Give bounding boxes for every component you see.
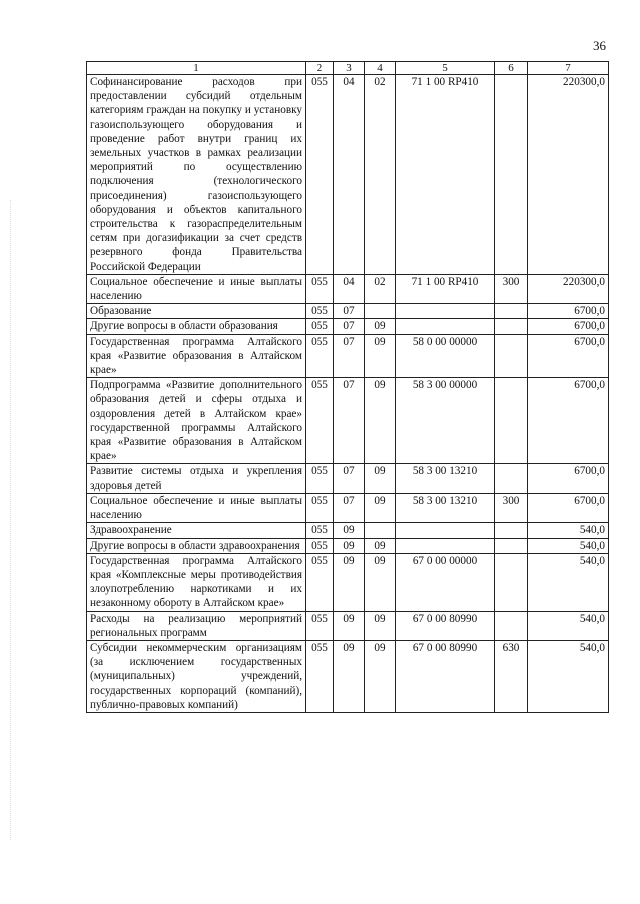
- row-expense-type: [495, 611, 528, 640]
- row-ministry-code: 055: [306, 553, 334, 611]
- row-target-code: [396, 304, 495, 319]
- row-ministry-code: 055: [306, 538, 334, 553]
- row-target-code: 58 3 00 13210: [396, 464, 495, 493]
- row-section-code: 04: [334, 75, 365, 275]
- table-row: [87, 274, 609, 303]
- table-row: [87, 378, 609, 464]
- row-subsection-code: 09: [365, 378, 396, 464]
- row-section-code: 07: [334, 319, 365, 334]
- row-subsection-code: 09: [365, 319, 396, 334]
- row-subsection-code: 09: [365, 493, 396, 522]
- row-subsection-code: 09: [365, 640, 396, 712]
- header-col-1: 1: [87, 62, 306, 75]
- row-section-code: 07: [334, 464, 365, 493]
- row-target-code: 67 0 00 80990: [396, 640, 495, 712]
- row-ministry-code: 055: [306, 304, 334, 319]
- row-target-code: 67 0 00 00000: [396, 553, 495, 611]
- row-section-code: 07: [334, 334, 365, 378]
- row-name: Подпрограмма «Развитие дополнительного образования детей и сферы отдыха и оздоровления детей в Алтайском крае» государственной программы Алтайского края «Развитие образования в Алтайском крае»: [87, 378, 306, 464]
- row-subsection-code: 02: [365, 75, 396, 275]
- table-row: [87, 493, 609, 522]
- row-subsection-code: [365, 523, 396, 538]
- table-row: [87, 611, 609, 640]
- row-expense-type: [495, 553, 528, 611]
- header-col-2: 2: [306, 62, 334, 75]
- row-expense-type: [495, 319, 528, 334]
- page-number: 36: [593, 38, 606, 53]
- row-subsection-code: 09: [365, 334, 396, 378]
- row-amount: 6700,0: [528, 378, 609, 464]
- row-name: Расходы на реализацию мероприятий региональных программ: [87, 611, 306, 640]
- row-expense-type: 300: [495, 493, 528, 522]
- row-name: Другие вопросы в области здравоохранения: [87, 538, 306, 553]
- row-name: Развитие системы отдыха и укрепления здоровья детей: [87, 464, 306, 493]
- row-section-code: 09: [334, 640, 365, 712]
- row-target-code: 71 1 00 RP410: [396, 75, 495, 275]
- row-name: Государственная программа Алтайского края «Развитие образования в Алтайском крае»: [87, 334, 306, 378]
- row-subsection-code: 09: [365, 553, 396, 611]
- row-subsection-code: [365, 304, 396, 319]
- row-ministry-code: 055: [306, 640, 334, 712]
- header-col-5: 5: [396, 62, 495, 75]
- row-subsection-code: 09: [365, 538, 396, 553]
- table-row: [87, 523, 609, 538]
- row-amount: 6700,0: [528, 319, 609, 334]
- row-name: Софинансирование расходов при предоставлении субсидий отдельным категориям граждан на покупку и установку газоиспользующего оборудования и проведение работ внутри границ их земельных участков в рамках реализации мероприятий по осуществлению подключения (технологического присоединения) газоиспользующего оборудования и объектов капитального строительства к газораспределительным сетям при догазификации за счет средств резервного фонда Правительства Российской Федерации: [87, 75, 306, 275]
- row-section-code: 04: [334, 274, 365, 303]
- row-ministry-code: 055: [306, 75, 334, 275]
- row-name: Государственная программа Алтайского края «Комплексные меры противодействия злоупотреблению наркотиками и их незаконному обороту в Алтайском крае»: [87, 553, 306, 611]
- row-expense-type: [495, 538, 528, 553]
- table-body: [87, 75, 609, 713]
- row-amount: 540,0: [528, 523, 609, 538]
- row-name: Образование: [87, 304, 306, 319]
- row-ministry-code: 055: [306, 319, 334, 334]
- table-row: [87, 304, 609, 319]
- row-ministry-code: 055: [306, 274, 334, 303]
- header-col-7: 7: [528, 62, 609, 75]
- row-target-code: [396, 319, 495, 334]
- row-expense-type: [495, 304, 528, 319]
- row-name: Социальное обеспечение и иные выплаты населению: [87, 493, 306, 522]
- row-ministry-code: 055: [306, 493, 334, 522]
- row-section-code: 07: [334, 378, 365, 464]
- row-expense-type: [495, 378, 528, 464]
- table-row: [87, 538, 609, 553]
- row-target-code: [396, 538, 495, 553]
- table-row: [87, 553, 609, 611]
- table-row: [87, 319, 609, 334]
- row-ministry-code: 055: [306, 523, 334, 538]
- row-amount: 6700,0: [528, 464, 609, 493]
- row-target-code: 58 3 00 13210: [396, 493, 495, 522]
- header-col-3: 3: [334, 62, 365, 75]
- row-ministry-code: 055: [306, 464, 334, 493]
- table-row: [87, 334, 609, 378]
- row-subsection-code: 02: [365, 274, 396, 303]
- header-col-6: 6: [495, 62, 528, 75]
- row-amount: 6700,0: [528, 334, 609, 378]
- row-amount: 220300,0: [528, 75, 609, 275]
- row-expense-type: [495, 75, 528, 275]
- row-amount: 220300,0: [528, 274, 609, 303]
- row-target-code: 71 1 00 RP410: [396, 274, 495, 303]
- row-amount: 540,0: [528, 611, 609, 640]
- row-target-code: 58 3 00 00000: [396, 378, 495, 464]
- row-expense-type: [495, 334, 528, 378]
- row-subsection-code: 09: [365, 611, 396, 640]
- row-target-code: 58 0 00 00000: [396, 334, 495, 378]
- row-section-code: 07: [334, 304, 365, 319]
- row-section-code: 09: [334, 611, 365, 640]
- budget-table: [86, 61, 609, 713]
- row-expense-type: [495, 523, 528, 538]
- header-row: [87, 62, 609, 75]
- row-name: Субсидии некоммерческим организациям (за исключением государственных (муниципальных) учреждений, государственных корпораций (компаний), публично-правовых компаний): [87, 640, 306, 712]
- scan-margin-line: [10, 200, 12, 840]
- row-amount: 540,0: [528, 538, 609, 553]
- row-name: Здравоохранение: [87, 523, 306, 538]
- row-ministry-code: 055: [306, 334, 334, 378]
- row-expense-type: 630: [495, 640, 528, 712]
- table-row: [87, 640, 609, 712]
- row-expense-type: 300: [495, 274, 528, 303]
- row-amount: 540,0: [528, 553, 609, 611]
- row-target-code: [396, 523, 495, 538]
- row-target-code: 67 0 00 80990: [396, 611, 495, 640]
- row-name: Социальное обеспечение и иные выплаты населению: [87, 274, 306, 303]
- row-ministry-code: 055: [306, 378, 334, 464]
- row-section-code: 09: [334, 523, 365, 538]
- row-section-code: 09: [334, 538, 365, 553]
- row-section-code: 07: [334, 493, 365, 522]
- row-subsection-code: 09: [365, 464, 396, 493]
- row-amount: 6700,0: [528, 493, 609, 522]
- row-section-code: 09: [334, 553, 365, 611]
- row-amount: 540,0: [528, 640, 609, 712]
- table-row: [87, 75, 609, 275]
- row-ministry-code: 055: [306, 611, 334, 640]
- table-row: [87, 464, 609, 493]
- header-col-4: 4: [365, 62, 396, 75]
- row-expense-type: [495, 464, 528, 493]
- row-amount: 6700,0: [528, 304, 609, 319]
- row-name: Другие вопросы в области образования: [87, 319, 306, 334]
